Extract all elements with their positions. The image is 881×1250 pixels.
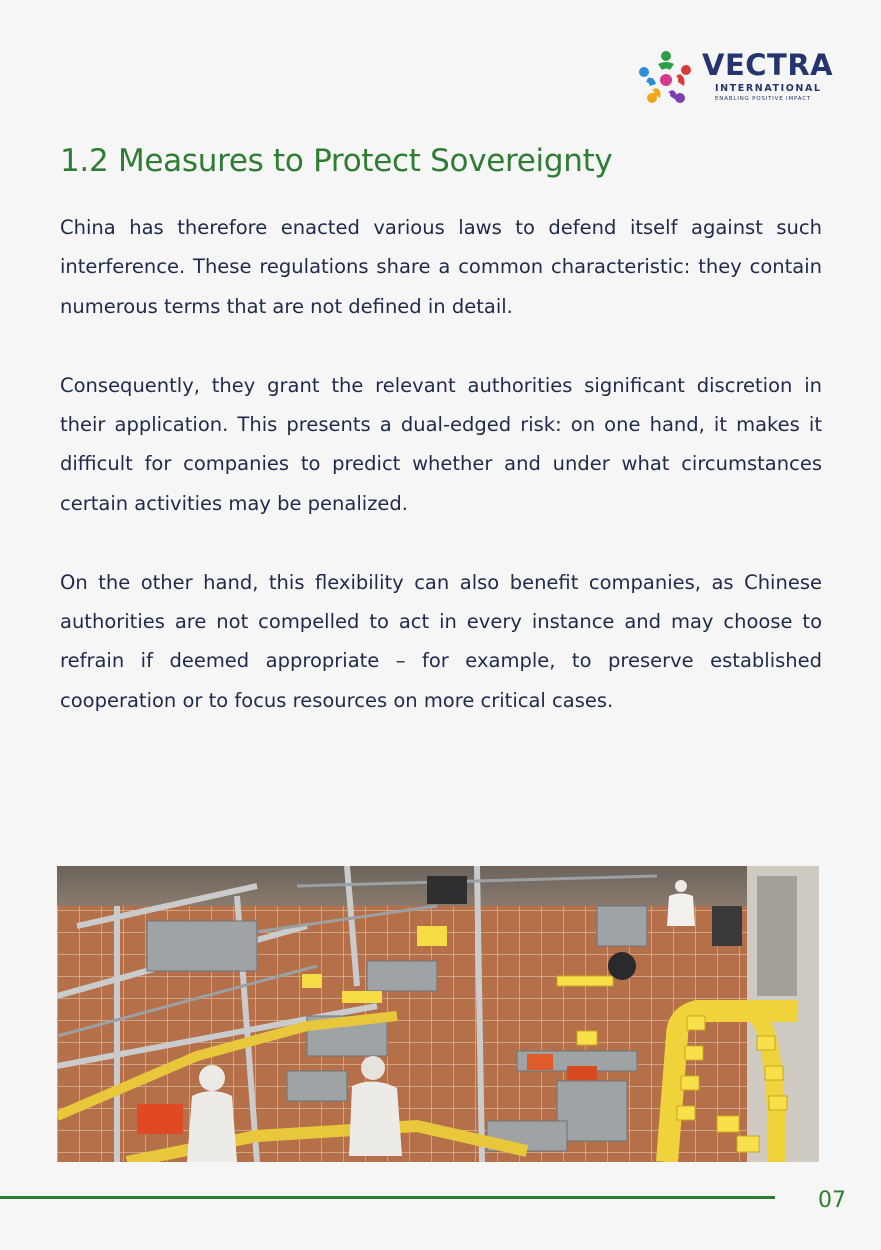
paragraph: China has therefore enacted various laws to defend itself against such interference. These regulations share a common characteristic: they contain numerous terms that are not defined in detail.: [60, 216, 822, 318]
page-number: 07: [818, 1188, 846, 1213]
section-title: 1.2 Measures to Protect Sovereignty: [60, 143, 613, 179]
logo-wordmark: VECTRA: [702, 48, 834, 82]
vectra-logo: [636, 48, 846, 110]
footer-rule: [0, 1196, 775, 1199]
paragraph: On the other hand, this flexibility can also benefit companies, as Chinese authorities are not compelled to act in every instance and may choose to refrain if deemed appropriate – for example, to preserve established cooperation or to focus resources on more critical cases.: [60, 570, 822, 712]
people-circle-logo-icon: [636, 48, 696, 108]
logo-subtitle: INTERNATIONAL: [715, 83, 822, 94]
logo-tagline: ENABLING POSITIVE IMPACT: [715, 96, 812, 102]
factory-production-line-photo: [57, 866, 819, 1162]
paragraph: Consequently, they grant the relevant authorities significant discretion in their application. This presents a dual-edged risk: on one hand, it makes it difficult for companies to predict whether and under what circumstances certain activities may be penalized.: [60, 373, 822, 515]
body-text: [60, 208, 822, 760]
